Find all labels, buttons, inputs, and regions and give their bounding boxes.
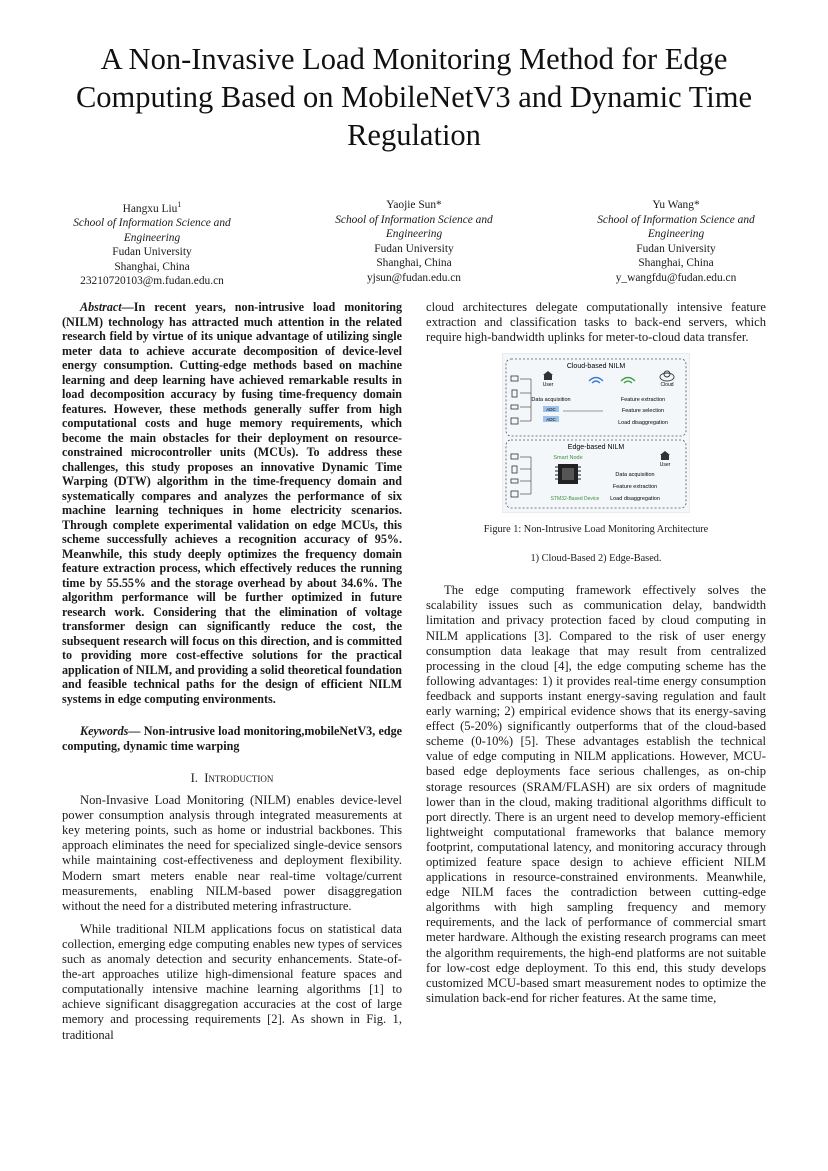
author-name: Yu Wang* [652, 199, 700, 211]
author-name: Yaojie Sun* [386, 199, 442, 211]
body-paragraph: The edge computing framework effectively solves the scalability issues such as communication delay, bandwidth limitation and privacy protection faced by cloud computing in NILM applications [3]. Compared to the risk of user energy consumption data leakage that may result from centralized processing in the cloud [4], the edge computing scheme has the following advantages: 1) it provides real-time energy consumption feedback and supports instant energy-saving regulation and fault early warning; 2) empirical evidence shows that its energy-saving effect (5-20%) significantly outperforms that of the cloud-based scheme (0-10%) [5]. These advantages establish the technical value of edge computing in NILM applications. However, MCU-based edge deployments face serious challenges, as on-chip storage resources (SRAM/FLASH) are six orders of magnitude lower than in the cloud, making traditional algorithms difficult to port directly. There is an urgent need to develop memory-efficient lightweight computational frameworks that balance memory footprint, computational latency, and monitoring accuracy through optimized feature space design to achieve efficient NILM applications in resource-constrained environments. Meanwhile, edge NILM faces the contradiction between cutting-edge algorithms with high sampling frequency and memory requirements, and the lack of performance of commercial smart meter hardware. Although the existing research programs can meet the algorithm requirements, the high-end platforms are not suitable for low-cost edge deployment. To this end, this study develops customized MCU-based smart measurement nodes to optimize the simulation back-end for richer features. At the same time, [426, 583, 766, 1005]
svg-text:Load disaggregation: Load disaggregation [618, 420, 668, 427]
abstract [62, 300, 402, 706]
figure-caption: Figure 1: Non-Intrusive Load Monitoring Architecture [483, 524, 709, 536]
svg-text:STM32-Based Device: STM32-Based Device [550, 496, 600, 503]
keywords-label: Keywords— [80, 724, 141, 738]
cloud-nilm-title: Cloud-based NILM [566, 363, 626, 371]
author-2 [314, 198, 514, 289]
author-location: Shanghai, China [638, 257, 714, 269]
abstract-text: —In recent years, non-intrusive load monitoring (NILM) technology has attracted much attention in the related research field by virtue of its unique advantage of utilizing single meter data to achieve accurate decomposition of device-level energy consumption. Cutting-edge methods based on machine learning and deep learning have achieved remarkable results in load decomposition accuracy by fusing time-frequency domain features. However, these methods generally suffer from high computational costs and huge memory requirements, which become the main obstacles for their deployment on resource-constrained microcontroller units (MCUs). To address these challenges, this study proposes an innovative Dynamic Time Warping (DTW) algorithm in the time-frequency domain and systematically compares and analyzes the performance of six machine learning techniques in home electricity scenarios. Through complete experimental validation on edge MCUs, this scheme successfully achieves a recognition accuracy of 95%. Meanwhile, this study deeply optimizes the frequency domain feature extraction process, which effectively reduces the running time by 55.55% and the storage overhead by about 34.6%. The algorithm performance will be further optimized in future research work. Considering that the elimination of voltage transformer design can significantly reduce the cost, the subsequent research will focus on this direction, and is committed to providing more cost-effective solutions for the practical application of NILM, and providing a solid theoretical foundation and feasible technical paths for the design of efficient NILM systems in edge computing environments. [62, 300, 402, 706]
house-icon [660, 451, 670, 460]
svg-text:ADC: ADC [546, 417, 556, 423]
author-institution: Fudan University [636, 242, 716, 255]
author-1 [52, 198, 252, 289]
left-column [62, 300, 402, 1051]
author-name: Hangxu Liu [122, 202, 178, 215]
body-paragraph: cloud architectures delegate computationally intensive feature extraction and classification tasks to back-end servers, which require high-bandwidth uplinks for meter-to-cloud data transfer. [426, 300, 766, 345]
abstract-label: Abstract [80, 300, 122, 314]
author-affiliation: School of Information Science and Engineering [73, 217, 231, 244]
svg-text:Feature selection: Feature selection [621, 408, 665, 415]
house-icon [543, 371, 553, 380]
chip-icon [555, 464, 581, 484]
author-institution: Fudan University [374, 242, 454, 255]
appliance-icon [511, 376, 518, 424]
svg-text:Cloud: Cloud [660, 382, 674, 389]
author-3 [576, 198, 776, 289]
svg-text:User: User [542, 382, 554, 389]
wifi-icon [589, 378, 635, 384]
appliance-icon [511, 454, 518, 497]
svg-text:Data acquisition: Data acquisition [531, 397, 571, 404]
paper-title: A Non-Invasive Load Monitoring Method for Edge Computing Based on MobileNetV3 and Dynamic Time Regulation [75, 42, 753, 152]
section-numeral: I. [190, 771, 198, 785]
edge-nilm-title: Edge-based NILM [567, 444, 625, 452]
section-heading [62, 771, 402, 786]
author-email: yjsun@fudan.edu.cn [366, 271, 461, 284]
svg-text:Load disaggregation: Load disaggregation [610, 496, 660, 503]
svg-text:ADC: ADC [546, 407, 556, 413]
author-location: Shanghai, China [114, 260, 190, 273]
body-paragraph: Non-Invasive Load Monitoring (NILM) enables device-level power consumption analysis through integrated measurements at key metering points, such as home or industrial backbones. This approach eliminates the need for specialized single-device sensors while maintaining cost-effectiveness and deployment flexibility. Modern smart meters enable near real-time voltage/current measurements, enabling NILM-based power disaggregation without the need for a distributed metering infrastructure. [62, 793, 402, 913]
svg-text:User: User [659, 462, 671, 469]
architecture-figure [502, 353, 690, 513]
keywords-text: Non-intrusive load monitoring,mobileNetV3, edge computing, dynamic time warping [62, 724, 402, 753]
svg-text:Data acquisition: Data acquisition [615, 472, 655, 479]
author-email: y_wangfdu@fudan.edu.cn [615, 271, 737, 284]
body-paragraph: While traditional NILM applications focus on statistical data collection, emerging edge computing enables new types of services such as anomaly detection and security enhancements. State-of-the-art approaches utilize high-dimensional feature spaces and computationally intensive machine learning algorithms [1] to achieve significant disaggregation accuracies at the cost of large memory and processing requirements [2]. As shown in Fig. 1, traditional [62, 921, 402, 1042]
author-email: 23210720103@m.fudan.edu.cn [80, 275, 224, 288]
author-institution: Fudan University [112, 246, 192, 259]
section-title: Introduction [204, 771, 274, 785]
keywords [62, 724, 402, 753]
right-column [426, 300, 766, 1014]
author-location: Shanghai, China [376, 257, 452, 269]
author-affiliation: School of Information Science and Engineering [335, 213, 493, 240]
svg-text:Feature extraction: Feature extraction [612, 484, 658, 491]
svg-text:Smart Node: Smart Node [553, 455, 583, 462]
figure-subcaption: 1) Cloud-Based 2) Edge-Based. [530, 553, 662, 565]
author-affiliation: School of Information Science and Engineering [597, 213, 755, 240]
author-mark: 1 [177, 200, 182, 209]
svg-text:Feature extraction: Feature extraction [620, 397, 666, 404]
cloud-icon [660, 371, 674, 381]
author-block [52, 198, 776, 289]
